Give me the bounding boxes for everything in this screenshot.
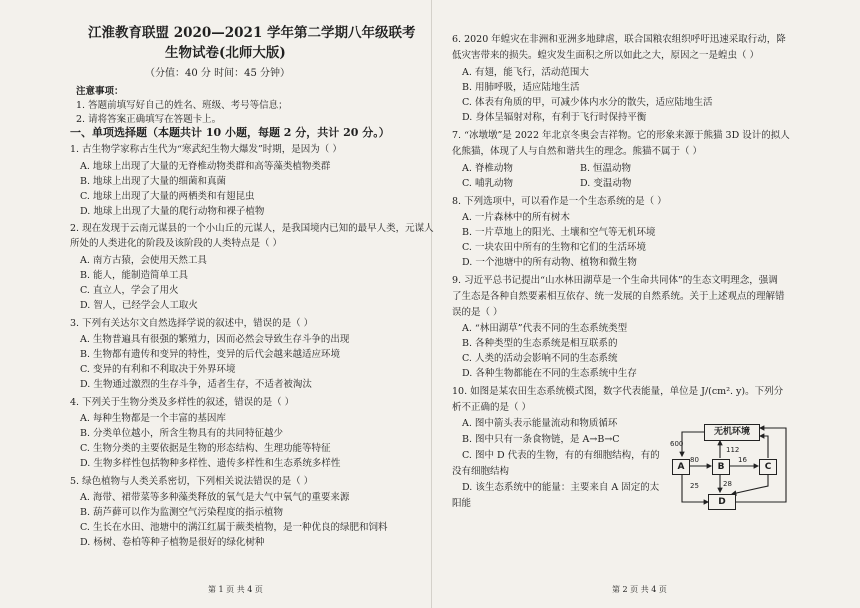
q6-option-d: D. 身体呈辐射对称，有利于飞行时保持平衡 <box>462 112 647 123</box>
inorganic-environment-box: 无机环境 <box>704 424 760 441</box>
q8-stem: 8. 下列选项中，可以看作是一个生态系统的是（ ） <box>452 196 667 207</box>
q1-option-c: C. 地球上出现了大量的两栖类和有翅昆虫 <box>80 191 255 202</box>
q2-option-b: B. 能人，能制造简单工具 <box>80 270 189 281</box>
energy-16-label: 16 <box>738 456 747 464</box>
q5-option-a: A. 海带、裙带菜等多种藻类释放的氧气是大气中氧气的重要来源 <box>80 492 350 503</box>
q9-stem-1: 9. 习近平总书记提出“山水林田湖草是一个生命共同体”的生态文明理念，强调 <box>452 275 778 286</box>
q3-option-d: D. 生物通过激烈的生存斗争，适者生存，不适者被淘汰 <box>80 379 312 390</box>
score-line: （分值：40 分 时间：45 分钟） <box>145 68 290 79</box>
q6-stem-1: 6. 2020 年蝗灾在非洲和亚洲多地肆虐，联合国粮农组织呼吁迅速采取行动，降 <box>452 34 786 45</box>
energy-112-label: 112 <box>726 446 740 454</box>
q3-option-a: A. 生物普遍具有很强的繁殖力，因而必然会导致生存斗争的出现 <box>80 334 350 345</box>
q10-stem-1: 10. 如图是某农田生态系统模式图，数字代表能量，单位是 J/(cm². y)。下列分 <box>452 386 784 397</box>
q9-option-c: C. 人类的活动会影响不同的生态系统 <box>462 353 618 364</box>
q6-option-b: B. 用肺呼吸，适应陆地生活 <box>462 82 580 93</box>
q10-option-c: C. 图中 D 代表的生物，有的有细胞结构，有的 <box>462 450 660 461</box>
q10-option-d-cont: 阳能 <box>452 498 472 509</box>
q6-option-c: C. 体表有角质的甲，可减少体内水分的散失，适应陆地生活 <box>462 97 713 108</box>
q3-stem: 3. 下列有关达尔文自然选择学说的叙述中，错误的是（ ） <box>70 318 314 329</box>
q10-stem-2: 析不正确的是（ ） <box>452 402 532 413</box>
notice-heading: 注意事项： <box>76 86 124 97</box>
q10-option-c-cont: 没有细胞结构 <box>452 466 510 477</box>
exam-subtitle: 生物试卷(北师大版) <box>165 45 286 61</box>
exam-title: 江淮教育联盟 2020—2021 学年第二学期八年级联考 <box>88 25 416 41</box>
q9-option-d: D. 各种生物都能在不同的生态系统中生存 <box>462 368 637 379</box>
notice-1: 1. 答题前填写好自己的姓名、班级、考号等信息； <box>76 100 288 111</box>
q3-option-c: C. 变异的有利和不利取决于外界环境 <box>80 364 236 375</box>
q3-option-b: B. 生物都有遗传和变异的特性，变异的后代会越来越适应环境 <box>80 349 341 360</box>
q10-option-b: B. 图中只有一条食物链，是 A→B→C <box>462 434 620 445</box>
page-2-footer: 第 2 页 共 4 页 <box>612 585 667 594</box>
q2-option-a: A. 南方古猿，会使用天然工具 <box>80 255 207 266</box>
notice-2: 2. 请将答案正确填写在答题卡上。 <box>76 114 222 125</box>
q9-option-a: A. “林田湖草”代表不同的生态系统类型 <box>462 323 628 334</box>
q1-option-a: A. 地球上出现了大量的无脊椎动物类群和高等藻类植物类群 <box>80 161 331 172</box>
q8-option-a: A. 一片森林中的所有树木 <box>462 212 570 223</box>
node-c-box: C <box>759 459 777 475</box>
q9-stem-3: 误的是（ ） <box>452 307 503 318</box>
q5-stem: 5. 绿色植物与人类关系密切，下列相关说法错误的是（ ） <box>70 476 314 487</box>
q7-stem-1: 7. “冰墩墩”是 2022 年北京冬奥会吉祥物。它的形象来源于熊猫 3D 设计的拟人 <box>452 130 790 141</box>
q8-option-c: C. 一块农田中所有的生物和它们的生活环境 <box>462 242 646 253</box>
q5-option-c: C. 生长在水田、池塘中的满江红属于蕨类植物，是一种优良的绿肥和饲料 <box>80 522 388 533</box>
q1-stem: 1. 古生物学家称古生代为“寒武纪生物大爆发”时期，是因为（ ） <box>70 144 342 155</box>
page-1-footer: 第 1 页 共 4 页 <box>208 585 263 594</box>
q5-option-d: D. 杨树、卷柏等种子植物是很好的绿化树种 <box>80 537 265 548</box>
q9-stem-2: 了生态是各种自然要素相互依存、统一发展的自然系统。关于上述观点的理解错 <box>452 291 785 302</box>
node-d-box: D <box>708 494 736 510</box>
node-a-box: A <box>672 459 690 475</box>
q1-option-d: D. 地球上出现了大量的爬行动物和裸子植物 <box>80 206 265 217</box>
node-b-box: B <box>712 459 730 475</box>
q9-option-b: B. 各种类型的生态系统是相互联系的 <box>462 338 618 349</box>
q1-option-b: B. 地球上出现了大量的细菌和真菌 <box>80 176 227 187</box>
energy-600-label: 600 <box>670 440 684 448</box>
q4-stem: 4. 下列关于生物分类及多样性的叙述，错误的是（ ） <box>70 397 295 408</box>
section-heading: 一、单项选择题（本题共计 10 小题，每题 2 分，共计 20 分。） <box>70 126 390 139</box>
q7-option-c: C. 哺乳动物 <box>462 178 513 189</box>
q7-option-b: B. 恒温动物 <box>580 163 632 174</box>
q4-option-b: B. 分类单位越小，所含生物具有的共同特征越少 <box>80 428 284 439</box>
energy-25-label: 25 <box>690 482 699 490</box>
ecosystem-diagram <box>668 424 794 512</box>
q4-option-a: A. 每种生物都是一个丰富的基因库 <box>80 413 226 424</box>
q10-option-a: A. 图中箭头表示能量流动和物质循环 <box>462 418 618 429</box>
q8-option-b: B. 一片草地上的阳光、土壤和空气等无机环境 <box>462 227 656 238</box>
q7-option-d: D. 变温动物 <box>580 178 632 189</box>
energy-28-label: 28 <box>723 480 732 488</box>
q7-option-a: A. 脊椎动物 <box>462 163 513 174</box>
q10-option-d: D. 该生态系统中的能量：主要来自 A 固定的太 <box>462 482 660 493</box>
q2-option-c: C. 直立人，学会了用火 <box>80 285 179 296</box>
q6-option-a: A. 有翅，能飞行，活动范围大 <box>462 67 589 78</box>
energy-80-label: 80 <box>690 456 699 464</box>
q4-option-c: C. 生物分类的主要依据是生物的形态结构、生理功能等特征 <box>80 443 331 454</box>
q8-option-d: D. 一个池塘中的所有动物、植物和微生物 <box>462 257 637 268</box>
q5-option-b: B. 葫芦藓可以作为监测空气污染程度的指示植物 <box>80 507 284 518</box>
q2-stem-1: 2. 现在发现于云南元谋县的一个小山丘的元谋人，是我国境内已知的最早人类，元谋人 <box>70 223 434 234</box>
q7-stem-2: 化熊猫，体现了人与自然和谐共生的理念。熊猫不属于（ ） <box>452 146 703 157</box>
q2-stem-2: 所处的人类进化的阶段及该阶段的人类特点是（ ） <box>70 238 283 249</box>
q4-option-d: D. 生物多样性包括物种多样性、遗传多样性和生态系统多样性 <box>80 458 341 469</box>
q2-option-d: D. 智人，已经学会人工取火 <box>80 300 198 311</box>
q6-stem-2: 低灾害带来的损失。蝗灾发生面积之所以如此之大，原因之一是蝗虫（ ） <box>452 50 760 61</box>
